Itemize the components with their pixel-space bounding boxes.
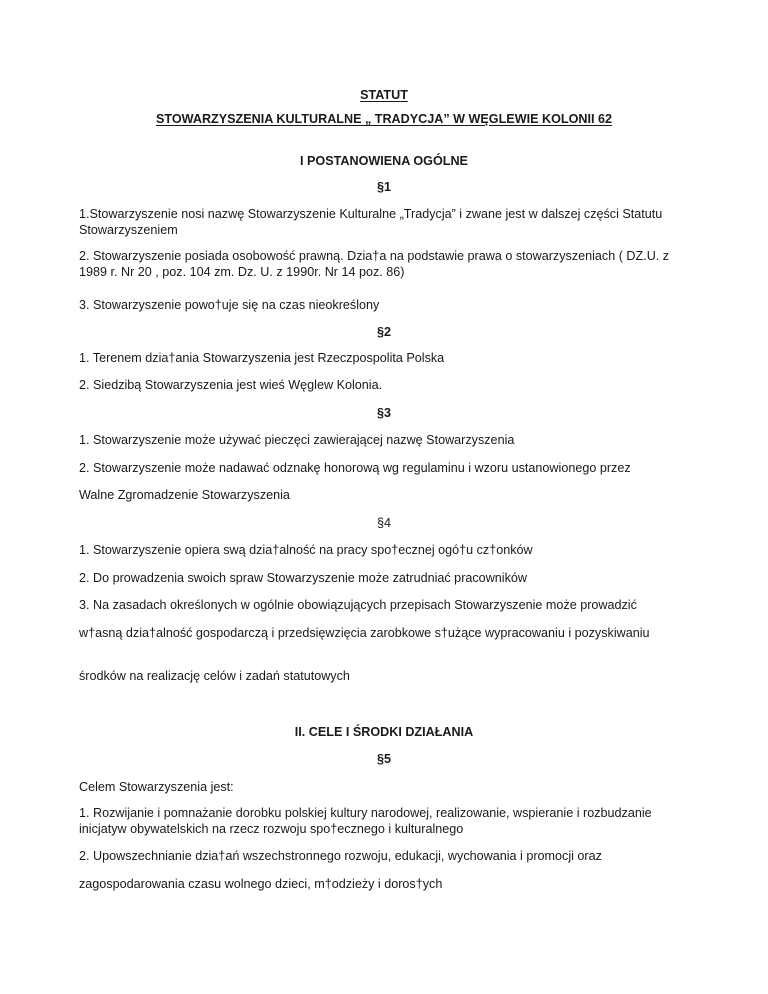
document-title: STATUT	[360, 88, 408, 102]
paragraph-symbol-4: §4	[376, 516, 391, 530]
document-subtitle: STOWARZYSZENIA KULTURALNE „ TRADYCJA” W WĘGLEWIE KOLONII 62	[156, 112, 612, 126]
paragraph-symbol-1: §1	[376, 180, 391, 194]
clause-2-1: 1. Terenem dzia†ania Stowarzyszenia jest Rzeczpospolita Polska	[79, 351, 445, 365]
section-heading-general-provisions: I POSTANOWIENA OGÓLNE	[300, 154, 468, 168]
section-heading-goals: II. CELE I ŚRODKI DZIAŁANIA	[294, 725, 474, 739]
clause-5-intro: Celem Stowarzyszenia jest:	[79, 780, 234, 794]
clause-2-2: 2. Siedzibą Stowarzyszenia jest wieś Węglew Kolonia.	[79, 378, 383, 392]
clause-4-3-line3: środków na realizację celów i zadań statutowych	[79, 669, 350, 683]
clause-4-2: 2. Do prowadzenia swoich spraw Stowarzyszenie może zatrudniać pracowników	[79, 571, 527, 585]
clause-1-1: 1.Stowarzyszenie nosi nazwę Stowarzyszenie Kulturalne „Tradycja” i zwane jest w dalszej części Statutu Stowarzyszeniem	[79, 207, 663, 237]
clause-3-2-line2: Walne Zgromadzenie Stowarzyszenia	[79, 488, 290, 502]
clause-4-3-line1: 3. Na zasadach określonych w ogólnie obowiązujących przepisach Stowarzyszenie może prowadzić	[79, 598, 637, 612]
clause-3-1: 1. Stowarzyszenie może używać pieczęci zawierającej nazwę Stowarzyszenia	[79, 433, 515, 447]
clause-3-2-line1: 2. Stowarzyszenie może nadawać odznakę honorową wg regulaminu i wzoru ustanowionego przez	[79, 461, 631, 475]
clause-1-2: 2. Stowarzyszenie posiada osobowość prawną. Dzia†a na podstawie prawa o stowarzyszeniach ( DZ.U. z 1989 r. Nr 20 , poz. 104 zm. Dz. U. z 1990r. Nr 14 poz. 86)	[79, 249, 670, 279]
paragraph-symbol-3: §3	[376, 406, 391, 420]
paragraph-symbol-2: §2	[376, 325, 391, 339]
clause-1-3: 3. Stowarzyszenie powo†uje się na czas nieokreślony	[79, 298, 380, 312]
clause-5-1: 1. Rozwijanie i pomnażanie dorobku polskiej kultury narodowej, realizowanie, wspieranie i rozbudzanie inicjatyw obywatelskich na rzecz rozwoju spo†ecznego i kulturalnego	[79, 806, 652, 836]
clause-4-1: 1. Stowarzyszenie opiera swą dzia†alność na pracy spo†ecznej ogó†u cz†onków	[79, 543, 533, 557]
clause-5-2-line2: zagospodarowania czasu wolnego dzieci, m†odzieży i doros†ych	[79, 877, 443, 891]
paragraph-symbol-5: §5	[376, 752, 391, 766]
clause-5-2-line1: 2. Upowszechnianie dzia†ań wszechstronnego rozwoju, edukacji, wychowania i promocji oraz	[79, 849, 602, 863]
clause-4-3-line2: w†asną dzia†alność gospodarczą i przedsięwzięcia zarobkowe s†użące wypracowaniu i pozyskiwaniu	[79, 626, 650, 640]
